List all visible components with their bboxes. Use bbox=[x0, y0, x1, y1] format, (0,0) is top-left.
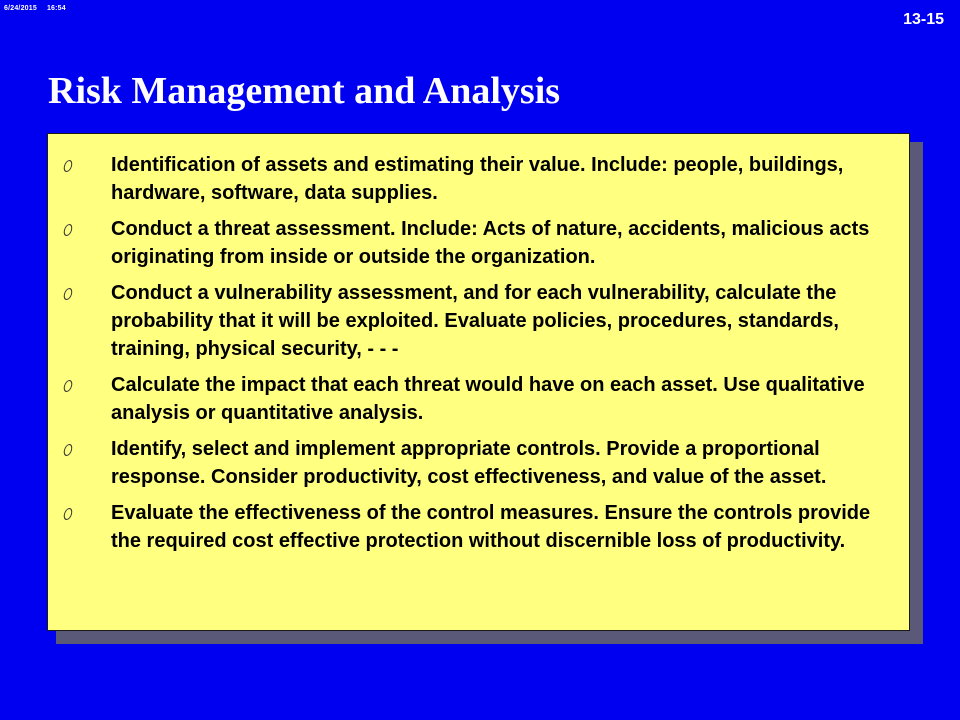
circle-bullet-icon bbox=[63, 160, 74, 172]
list-item bbox=[64, 371, 899, 427]
list-item bbox=[64, 435, 899, 491]
content-panel bbox=[47, 133, 910, 631]
circle-bullet-icon bbox=[63, 508, 74, 520]
list-item bbox=[64, 215, 899, 271]
time-label: 16:54 bbox=[46, 5, 66, 12]
bullet-text: Evaluate the effectiveness of the control measures. Ensure the controls provide the required cost effective protection without discernible loss of productivity. bbox=[111, 502, 871, 552]
bullet-text: Identify, select and implement appropriate controls. Provide a proportional response. Consider productivity, cost effectiveness, and value of the asset. bbox=[111, 438, 827, 488]
list-item bbox=[64, 279, 899, 363]
bullet-text: Conduct a threat assessment. Include: Acts of nature, accidents, malicious acts originating from inside or outside the organization. bbox=[111, 218, 870, 268]
circle-bullet-icon bbox=[63, 224, 74, 236]
timestamp bbox=[4, 5, 66, 12]
slide-number: 13-15 bbox=[903, 11, 944, 28]
circle-bullet-icon bbox=[63, 444, 74, 456]
bullet-list bbox=[64, 151, 899, 563]
list-item bbox=[64, 151, 899, 207]
bullet-text: Identification of assets and estimating their value. Include: people, buildings, hardware, software, data supplies. bbox=[111, 154, 844, 204]
circle-bullet-icon bbox=[63, 380, 74, 392]
bullet-text: Calculate the impact that each threat would have on each asset. Use qualitative analysis or quantitative analysis. bbox=[111, 374, 865, 424]
bullet-text: Conduct a vulnerability assessment, and for each vulnerability, calculate the probability that it will be exploited. Evaluate policies, procedures, standards, training, physical security, - - - bbox=[111, 282, 839, 360]
date-label: 6/24/2015 bbox=[4, 5, 37, 12]
list-item bbox=[64, 499, 899, 555]
slide-title: Risk Management and Analysis bbox=[48, 70, 561, 112]
circle-bullet-icon bbox=[63, 288, 74, 300]
